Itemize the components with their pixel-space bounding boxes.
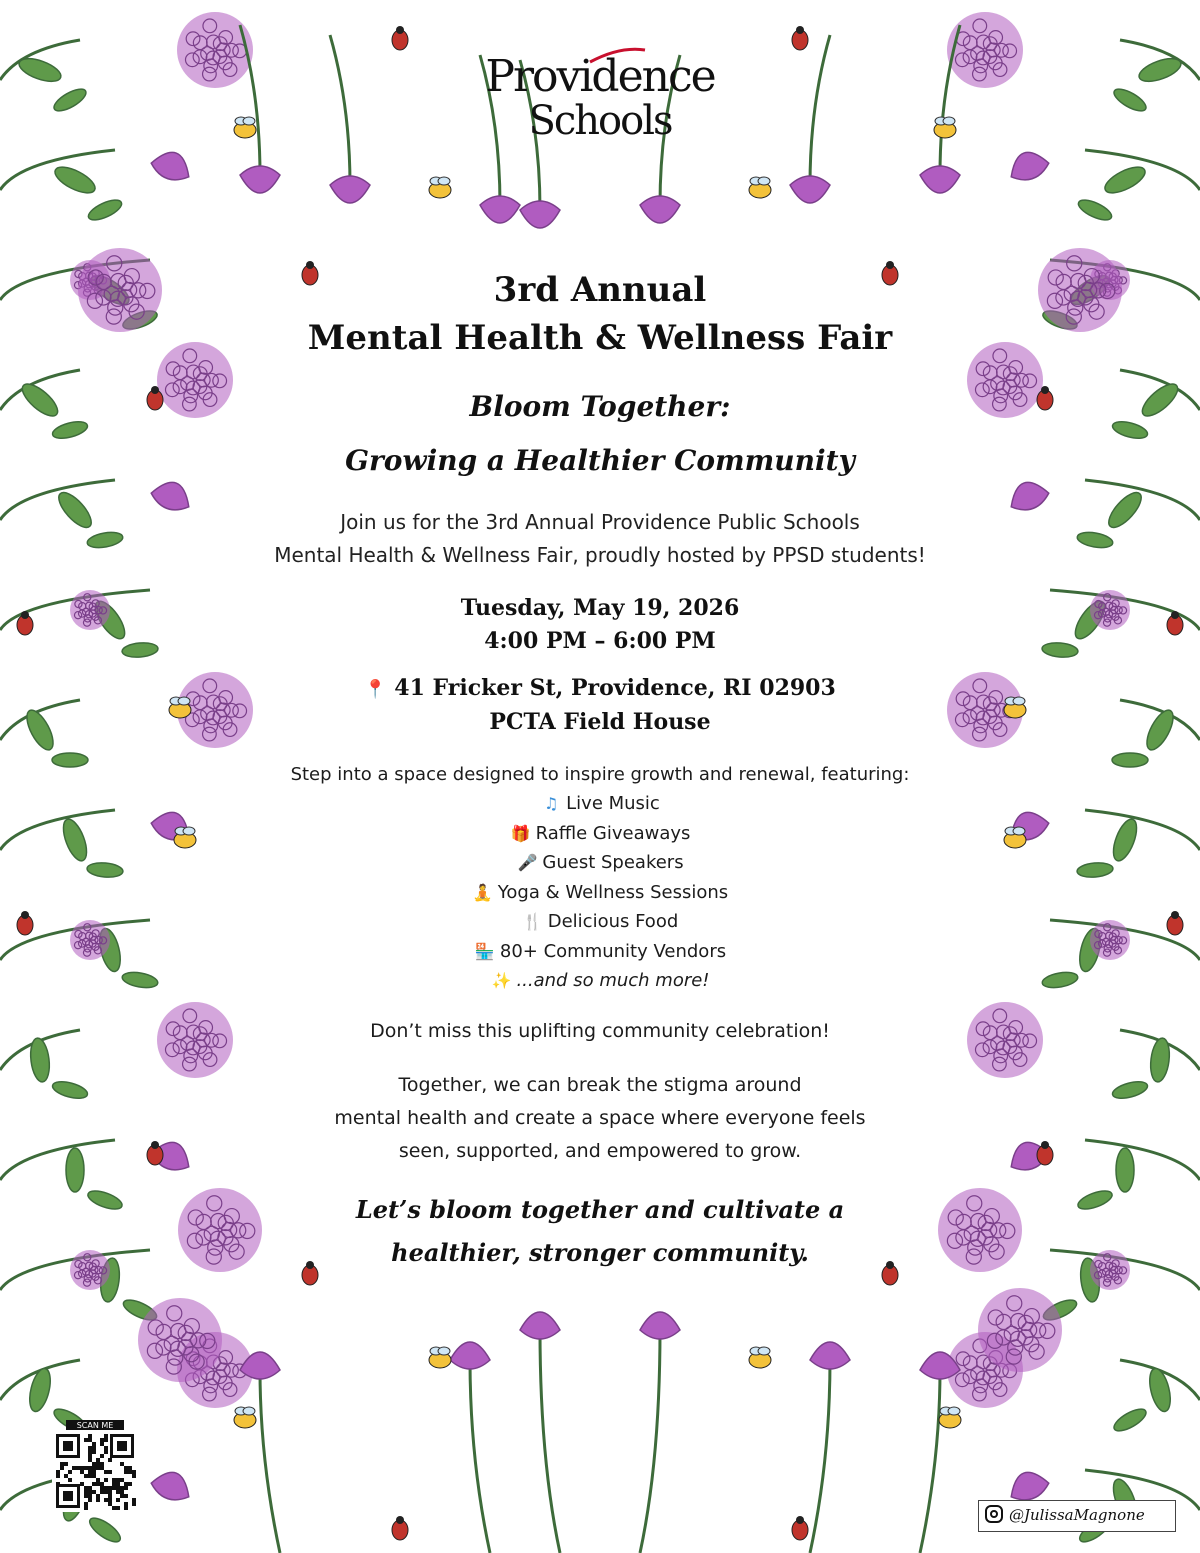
yoga-icon: 🧘	[472, 882, 493, 902]
event-time: 4:00 PM – 6:00 PM	[484, 628, 716, 654]
scan-me-label: SCAN ME	[66, 1420, 124, 1432]
event-location	[0, 672, 1200, 739]
together-line-1: Together, we can break the stigma around	[398, 1074, 802, 1096]
subtitle-line-1: Bloom Together:	[469, 390, 731, 423]
intro-line-1: Join us for the 3rd Annual Providence Public Schools	[340, 510, 860, 534]
instagram-handle[interactable]: @JulissaMagnone	[1009, 1506, 1145, 1524]
feature-item: 🧘 Yoga & Wellness Sessions	[0, 878, 1200, 908]
feature-item: 🏪 80+ Community Vendors	[0, 937, 1200, 967]
microphone-icon: 🎤	[517, 853, 538, 872]
gift-icon: 🎁	[510, 823, 531, 843]
qr-code-image[interactable]	[52, 1430, 138, 1512]
feature-item: 🎤 Guest Speakers	[0, 848, 1200, 878]
utensils-icon: 🍴	[522, 912, 543, 931]
intro-line-2: Mental Health & Wellness Fair, proudly hosted by PPSD students!	[274, 543, 926, 567]
instagram-credit[interactable]	[978, 1500, 1176, 1532]
logo-providence: Providence	[485, 51, 715, 102]
location-pin-icon: 📍	[364, 679, 387, 700]
event-address: 41 Fricker St, Providence, RI 02903	[394, 675, 836, 701]
together-line-2: mental health and create a space where everyone feels	[334, 1107, 866, 1129]
together-paragraph	[0, 1069, 1200, 1168]
storefront-icon: 🏪	[474, 941, 495, 961]
closing-line-1: Let’s bloom together and cultivate a	[355, 1195, 845, 1224]
feature-item: 🎁 Raffle Giveaways	[0, 819, 1200, 849]
music-notes-icon: ♫	[543, 794, 559, 813]
event-datetime	[0, 592, 1200, 658]
title-line-1: 3rd Annual	[493, 270, 707, 310]
features-list	[0, 789, 1200, 996]
subtitle-line-2: Growing a Healthier Community	[345, 444, 855, 477]
event-subtitle	[0, 380, 1200, 488]
closing-line-2: healthier, stronger community.	[391, 1238, 809, 1267]
together-line-3: seen, supported, and empowered to grow.	[398, 1140, 802, 1162]
qr-code[interactable]	[52, 1420, 138, 1512]
logo-swoosh	[470, 44, 730, 64]
sparkles-icon: ✨	[491, 971, 512, 990]
event-date: Tuesday, May 19, 2026	[460, 595, 740, 621]
event-venue: PCTA Field House	[489, 709, 711, 735]
title-line-2: Mental Health & Wellness Fair	[307, 318, 893, 358]
feature-item: 🍴 Delicious Food	[0, 907, 1200, 937]
closing-message	[0, 1188, 1200, 1274]
feature-item: ♫ Live Music	[0, 789, 1200, 819]
features-intro: Step into a space designed to inspire growth and renewal, featuring:	[290, 764, 910, 785]
instagram-icon	[985, 1505, 1003, 1523]
event-title	[0, 266, 1200, 362]
intro-paragraph	[0, 506, 1200, 572]
providence-schools-logo	[470, 44, 730, 164]
logo-schools: Schools	[528, 98, 672, 144]
dont-miss-text: Don’t miss this uplifting community celebration!	[370, 1020, 830, 1042]
event-address-line	[0, 672, 1200, 706]
feature-item: ✨ ...and so much more!	[0, 966, 1200, 996]
